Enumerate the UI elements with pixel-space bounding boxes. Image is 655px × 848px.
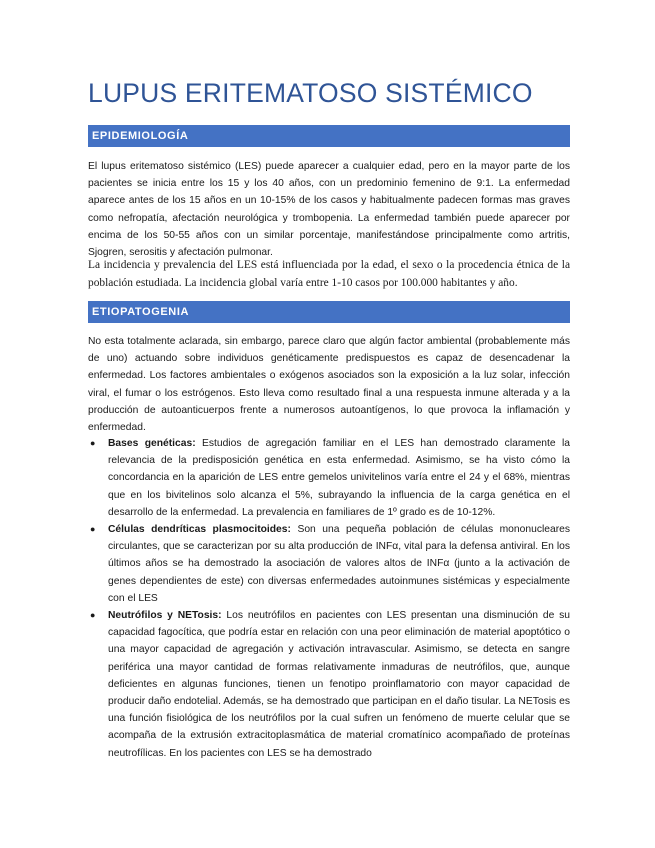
bullet-icon: ● bbox=[90, 524, 96, 535]
bullet-term: Bases genéticas: bbox=[108, 438, 196, 449]
section-heading-epidemiologia: EPIDEMIOLOGÍA bbox=[88, 125, 570, 147]
bullet-icon: ● bbox=[90, 438, 96, 448]
epidemiologia-incidence-paragraph: La incidencia y prevalencia del LES está influenciada por la edad, el sexo o la procedencia étnica de la población estudiada. La incidencia global varía entre 1-10 casos por 100.000 habitantes y año. bbox=[88, 259, 570, 289]
bullet-term: Neutrófilos y NETosis: bbox=[108, 610, 222, 622]
etiopatogenia-bullet-list bbox=[88, 435, 570, 762]
bullet-text: Los neutrófilos en pacientes con LES presentan una disminución de su capacidad fagocítica, que podría estar en relación con una peor eliminación de material apoptótico o una mayor capacidad de agregación y activación intravascular. Asimismo, se detecta en sangre periférica una mayor cantidad de formas relativamente inmaduras de neutrófilos, que, aunque deficientes en algunas funciones, tienen un fenotipo proinflamatorio con mayor capacidad de producir daño endotelial. Además, se ha demostrado que participan en el daño tisular. La NETosis es una función fisiológica de los neutrófilos por la cual sufren un fenómeno de muerte celular que se acompaña de la extrusión extracitoplasmática de material cromatínico acompañado de proteínas neutrofílicas. En los pacientes con LES se ha demostrado bbox=[108, 610, 570, 759]
list-item-bases-geneticas bbox=[88, 435, 570, 521]
bullet-text: Son una pequeña población de células mononucleares circulantes, que se caracterizan por su alta producción de INFα, vital para la defensa antiviral. En los últimos años se ha demostrado la asociación de valores altos de INFα (junto a la activación de genes dependientes de este) con diversas enfermedades autoinmunes sistémicas y especialmente con el LES bbox=[108, 524, 571, 604]
bullet-icon: ● bbox=[90, 610, 96, 621]
bullet-text: Estudios de agregación familiar en el LES han demostrado claramente la relevancia de la predisposición genética en esta enfermedad. Asimismo, se ha visto cómo la concordancia en la aparición de LES entre gemelos univitelinos varía entre el 24 y el 68%, mientras que en los bivitelinos solo alcanza el 5%, subrayando la influencia de la carga genética en el desarrollo de la enfermedad. La prevalencia en familiares de 1º grado es de 10-12%. bbox=[108, 438, 570, 518]
section-heading-etiopatogenia: ETIOPATOGENIA bbox=[88, 301, 570, 323]
page-title: LUPUS ERITEMATOSO SISTÉMICO bbox=[88, 78, 533, 108]
list-item-neutrofilos-netosis bbox=[88, 607, 570, 762]
bullet-term: Células dendríticas plasmocitoides: bbox=[108, 524, 291, 536]
list-item-celulas-dendriticas bbox=[88, 521, 570, 607]
epidemiologia-paragraph: El lupus eritematoso sistémico (LES) puede aparecer a cualquier edad, pero en la mayor parte de los pacientes se inicia entre los 15 y los 40 años, con un predominio femenino de 9:1. La enfermedad aparece antes de los 15 años en un 10-15% de los casos y habitualmente padecen formas mas graves como nefropatía, afectación neurológica y trombopenia. La enfermedad también puede aparecer por encima de los 50-55 años con un similar porcentaje, manifestándose principalmente como artritis, Sjogren, serositis y afectación pulmonar. bbox=[88, 161, 570, 259]
etiopatogenia-intro-paragraph: No esta totalmente aclarada, sin embargo, parece claro que algún factor ambiental (probablemente más de uno) actuando sobre individuos genéticamente predispuestos es capaz de desencadenar la enfermedad. Los factores ambientales o exógenos asociados son la exposición a la luz solar, infección viral, el fumar o los estrógenos. Esto lleva como resultado final a una respuesta inmune alterada y a la producción de autoanticuerpos frente a numerosos autoantígenos, lo que provoca la inflamación y enfermedad. bbox=[88, 336, 570, 434]
